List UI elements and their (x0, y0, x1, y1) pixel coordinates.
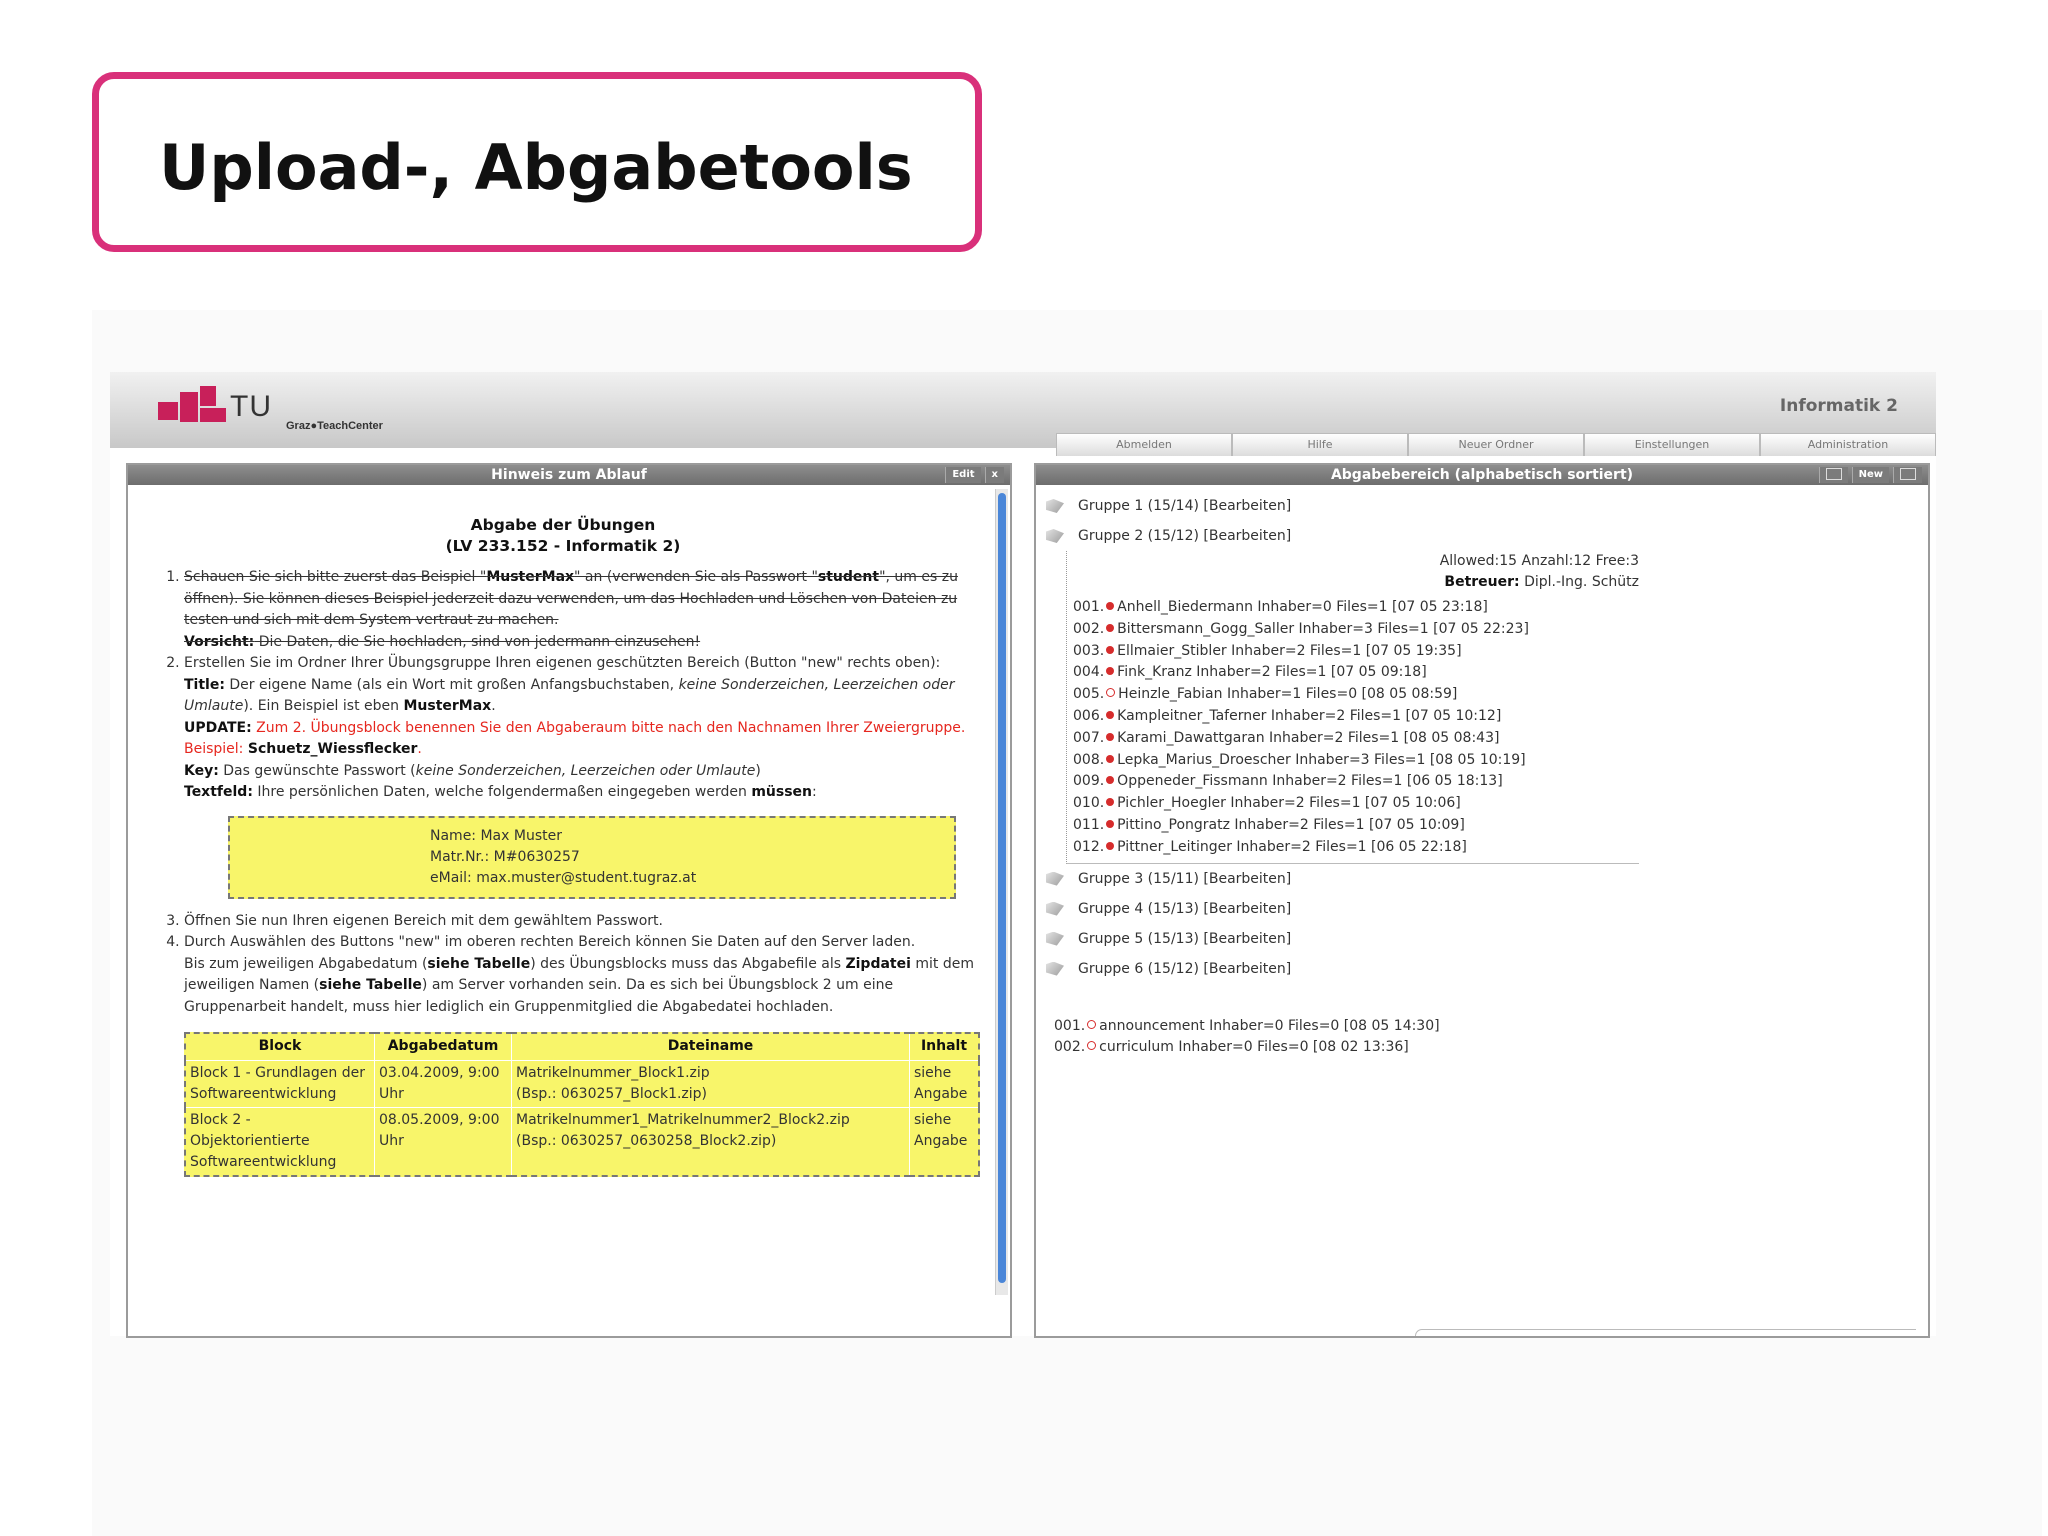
submission-panel-title: Abgabebereich (alphabetisch sortiert) (1330, 467, 1634, 483)
status-dot-icon (1106, 711, 1114, 719)
tu-graz-logo (158, 386, 398, 438)
file-status-dot-icon (1087, 1041, 1096, 1050)
folder-icon (1046, 962, 1064, 976)
edit-button[interactable]: Edit (945, 467, 980, 483)
status-dot-icon (1106, 624, 1114, 632)
nav-new-folder[interactable]: Neuer Ordner (1408, 433, 1584, 456)
app-header (110, 372, 1936, 451)
vertical-scrollbar[interactable] (995, 489, 1008, 1295)
teachcenter-window (110, 372, 1936, 1336)
list-item[interactable]: 011. Pittino_Pongratz Inhaber=2 Files=1 [07 05 10:09] (1073, 816, 1465, 833)
list-item[interactable]: 006. Kampleitner_Taferner Inhaber=2 Files=1 [07 05 10:12] (1073, 707, 1502, 724)
root-files (1046, 1016, 1906, 1059)
example-name: Name: Max Muster (430, 827, 562, 844)
column-header: Inhalt (910, 1033, 980, 1060)
example-data-box (228, 816, 956, 899)
list-item[interactable]: 005. Heinzle_Fabian Inhaber=1 Files=0 [08 05 08:59] (1073, 686, 1458, 703)
status-dot-icon (1106, 646, 1114, 654)
list-item[interactable]: 009. Oppeneder_Fissmann Inhaber=2 Files=1 [06 05 18:13] (1073, 773, 1503, 790)
steps-list (148, 567, 978, 1018)
folder-icon (1046, 499, 1064, 513)
group-folder[interactable]: Gruppe 1 (15/14) [Bearbeiten] (1046, 491, 1906, 521)
slide-title-frame (92, 72, 982, 252)
group-folder[interactable]: Gruppe 2 (15/12) [Bearbeiten] (1046, 521, 1906, 551)
resize-handle[interactable] (1415, 1329, 1916, 1336)
group-supervisor: Betreuer: Dipl.-Ing. Schütz (1444, 574, 1639, 590)
status-dot-icon (1106, 776, 1114, 784)
submission-table (184, 1032, 980, 1177)
list-item[interactable]: 001. Anhell_Biedermann Inhaber=0 Files=1 [07 05 23:18] (1073, 599, 1488, 615)
folder-icon (1046, 872, 1064, 886)
column-header: Abgabedatum (375, 1033, 512, 1060)
nav-help[interactable]: Hilfe (1232, 433, 1408, 456)
table-row: Block 2 - Objektorientierte Softwareentwicklung 08.05.2009, 9:00 Uhr Matrikelnummer1_Matrikelnummer2_Block2.zip (Bsp.: 0630257_0630258_Block2.zip) siehe Angabe (185, 1107, 979, 1176)
document-heading: Abgabe der Übungen (LV 233.152 - Informatik 2) (445, 516, 681, 555)
status-dot-icon (1106, 602, 1114, 610)
list-item[interactable]: 003. Ellmaier_Stibler Inhaber=2 Files=1 [07 05 19:35] (1073, 642, 1462, 659)
folder-icon (1046, 932, 1064, 946)
step-4: 4. Durch Auswählen des Buttons "new" im oberen rechten Bereich können Sie Daten auf den Server laden. Bis zum jeweiligen Abgabedatum (siehe Tabelle) des Übungsblocks muss das Abgabefile als Zipdatei mit dem jeweiligen Namen (siehe Tabelle) am Server vorhanden sein. Da es sich bei Übungsblock 2 um eine Gruppenarbeit handelt, muss hier lediglich ein Gruppenmitglied die Abgabedatei hochladen. (184, 932, 978, 1018)
nav-logout[interactable]: Abmelden (1056, 433, 1232, 456)
status-dot-icon (1106, 667, 1114, 675)
new-button[interactable]: New (1852, 467, 1889, 483)
group-folder[interactable]: Gruppe 4 (15/13) [Bearbeiten] (1046, 894, 1906, 924)
table-row: Block 1 - Grundlagen der Softwareentwicklung 03.04.2009, 9:00 Uhr Matrikelnummer_Block1.zip (Bsp.: 0630257_Block1.zip) siehe Angabe (185, 1060, 979, 1107)
submission-area-panel (1034, 463, 1930, 1338)
group-2-details (1066, 551, 1639, 864)
status-dot-icon (1106, 842, 1114, 850)
file-status-dot-icon (1087, 1020, 1096, 1029)
maximize-icon[interactable] (1893, 467, 1922, 483)
folder-open-icon (1046, 529, 1064, 543)
logo-text: TU (230, 390, 272, 423)
status-dot-icon (1106, 733, 1114, 741)
slide-title: Upload-, Abgabetools (159, 131, 913, 204)
instructions-panel-header (128, 465, 1010, 485)
list-item[interactable]: 010. Pichler_Hoegler Inhaber=2 Files=1 [07 05 10:06] (1073, 795, 1461, 812)
instructions-document (148, 515, 978, 1177)
status-dot-icon (1106, 820, 1114, 828)
status-dot-icon (1106, 798, 1114, 806)
file-item[interactable]: 001. announcement Inhaber=0 Files=0 [08 05 14:30] (1054, 1017, 1440, 1034)
column-header: Dateiname (512, 1033, 910, 1060)
status-dot-icon (1106, 755, 1114, 763)
scrollbar-thumb[interactable] (998, 493, 1006, 1283)
logo-subtitle: Graz●TeachCenter (286, 420, 383, 432)
file-item[interactable]: 002. curriculum Inhaber=0 Files=0 [08 02 13:36] (1054, 1039, 1409, 1056)
group-folder[interactable]: Gruppe 6 (15/12) [Bearbeiten] (1046, 954, 1906, 984)
instructions-panel-title: Hinweis zum Ablauf (491, 467, 647, 483)
step-3: 3. Öffnen Sie nun Ihren eigenen Bereich mit dem gewähltem Passwort. (184, 911, 978, 933)
submission-panel-header (1036, 465, 1928, 485)
list-item[interactable]: 002. Bittersmann_Gogg_Saller Inhaber=3 Files=1 [07 05 22:23] (1073, 620, 1529, 637)
step-2: 2. Erstellen Sie im Ordner Ihrer Übungsgruppe Ihren eigenen geschützten Bereich (Button "new" rechts oben): Title: Der eigene Name (als ein Wort mit großen Anfangsbuchstaben, keine Sonderzeichen, Leerzeichen oder Umlaute). Ein Beispiel ist eben MusterMax. UPDATE: Zum 2. Übungsblock benennen Sie den Abgaberaum bitte nach den Nachnamen Ihrer Zweiergruppe. Beispiel: Schuetz_Wiessflecker. Key: Das gewünschte Passwort (keine Sonderzeichen, Leerzeichen oder Umlaute) Textfeld: Ihre persönlichen Daten, welche folgendermaßen eingegeben werden müssen: Name: Max Muster Matr.Nr.: M#0630257 eMail: max.muster@student.tugraz.at (184, 653, 978, 899)
course-title: Informatik 2 (1779, 396, 1898, 416)
list-item[interactable]: 008. Lepka_Marius_Droescher Inhaber=3 Files=1 [08 05 10:19] (1073, 751, 1526, 768)
example-matrikel: Matr.Nr.: M#0630257 (430, 848, 580, 865)
nav-settings[interactable]: Einstellungen (1584, 433, 1760, 456)
list-item[interactable]: 004. Fink_Kranz Inhaber=2 Files=1 [07 05 09:18] (1073, 664, 1427, 681)
submission-entries (1067, 597, 1639, 859)
submission-tree (1046, 491, 1906, 1059)
step-1: 1. Schauen Sie sich bitte zuerst das Beispiel "MusterMax" an (verwenden Sie als Passwort "student", um es zu öffnen). Sie können dieses Beispiel jederzeit dazu verwenden, um das Hochladen und Löschen von Dateien zu testen und sich mit dem System vertraut zu machen. Vorsicht: Die Daten, die Sie hochladen, sind von jedermann einzusehen! (184, 567, 978, 653)
close-button[interactable]: x (985, 467, 1004, 483)
folder-icon (1046, 902, 1064, 916)
empty-status-dot-icon (1106, 688, 1115, 697)
nav-administration[interactable]: Administration (1760, 433, 1936, 456)
collapse-icon[interactable] (1819, 467, 1848, 483)
group-stats: Allowed:15 Anzahl:12 Free:3 (1439, 553, 1639, 569)
group-folder[interactable]: Gruppe 5 (15/13) [Bearbeiten] (1046, 924, 1906, 954)
column-header: Block (185, 1033, 375, 1060)
list-item[interactable]: 012. Pittner_Leitinger Inhaber=2 Files=1 [06 05 22:18] (1073, 838, 1467, 855)
list-item[interactable]: 007. Karami_Dawattgaran Inhaber=2 Files=1 [08 05 08:43] (1073, 729, 1500, 746)
instructions-panel (126, 463, 1012, 1338)
example-email: eMail: max.muster@student.tugraz.at (430, 869, 697, 886)
group-folder[interactable]: Gruppe 3 (15/11) [Bearbeiten] (1046, 864, 1906, 894)
top-navigation (1056, 433, 1936, 455)
